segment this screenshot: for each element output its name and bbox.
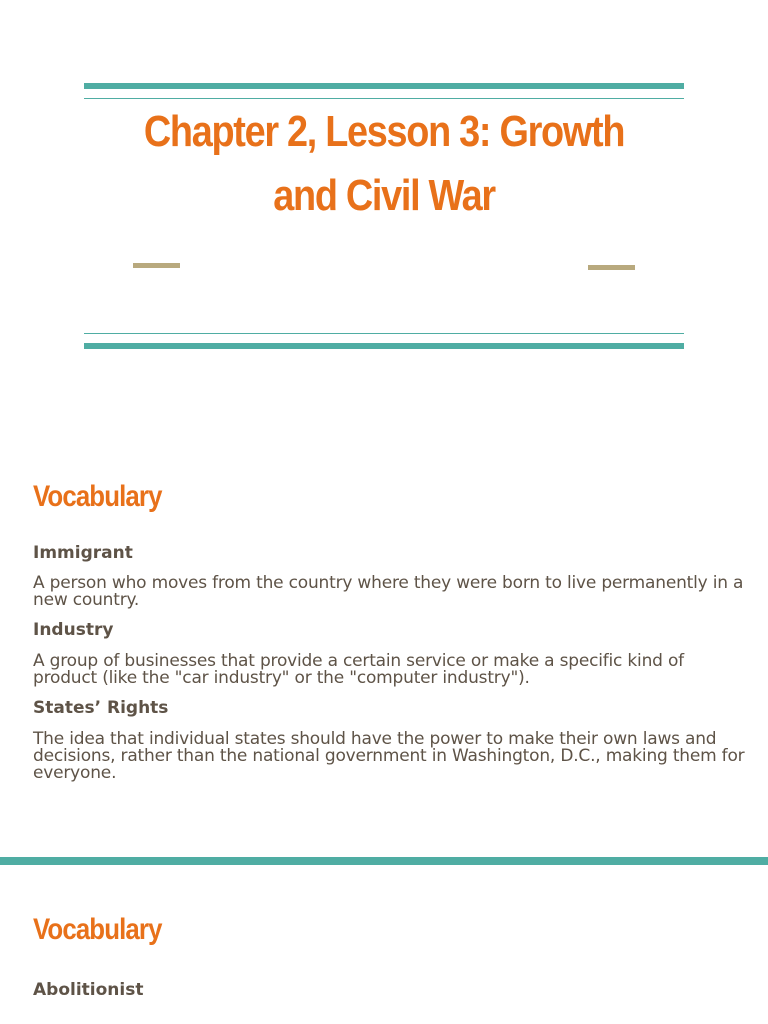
right-accent-dash — [588, 265, 635, 270]
vocab-definition-immigrant: A person who moves from the country where they were born to live permanently in a new country. — [33, 573, 744, 610]
vocab-slide-2 — [0, 865, 768, 1024]
vocab-term-industry: Industry — [33, 620, 114, 640]
slide-title: Chapter 2, Lesson 3: Growth and Civil War — [143, 107, 625, 220]
left-accent-dash — [133, 263, 180, 268]
bottom-thick-rule — [84, 343, 684, 349]
top-thick-rule — [84, 83, 684, 89]
vocab-definition-states-rights: The idea that individual states should have the power to make their own laws and decisions, rather than the national government in Washington, D.C., making them for everyone. — [33, 729, 745, 783]
top-thin-rule — [84, 98, 684, 99]
vocab-term-abolitionist: Abolitionist — [33, 980, 144, 1000]
vocab-heading-2: Vocabulary — [33, 913, 162, 946]
vocab-definition-industry: A group of businesses that provide a certain service or make a specific kind of product (like the "car industry" or the "computer industry"). — [33, 651, 684, 688]
vocab-term-states-rights: States’ Rights — [33, 698, 169, 718]
vocab-heading: Vocabulary — [33, 480, 162, 513]
bottom-thin-rule — [84, 333, 684, 334]
slide-divider — [0, 857, 768, 865]
vocab-term-immigrant: Immigrant — [33, 543, 133, 563]
